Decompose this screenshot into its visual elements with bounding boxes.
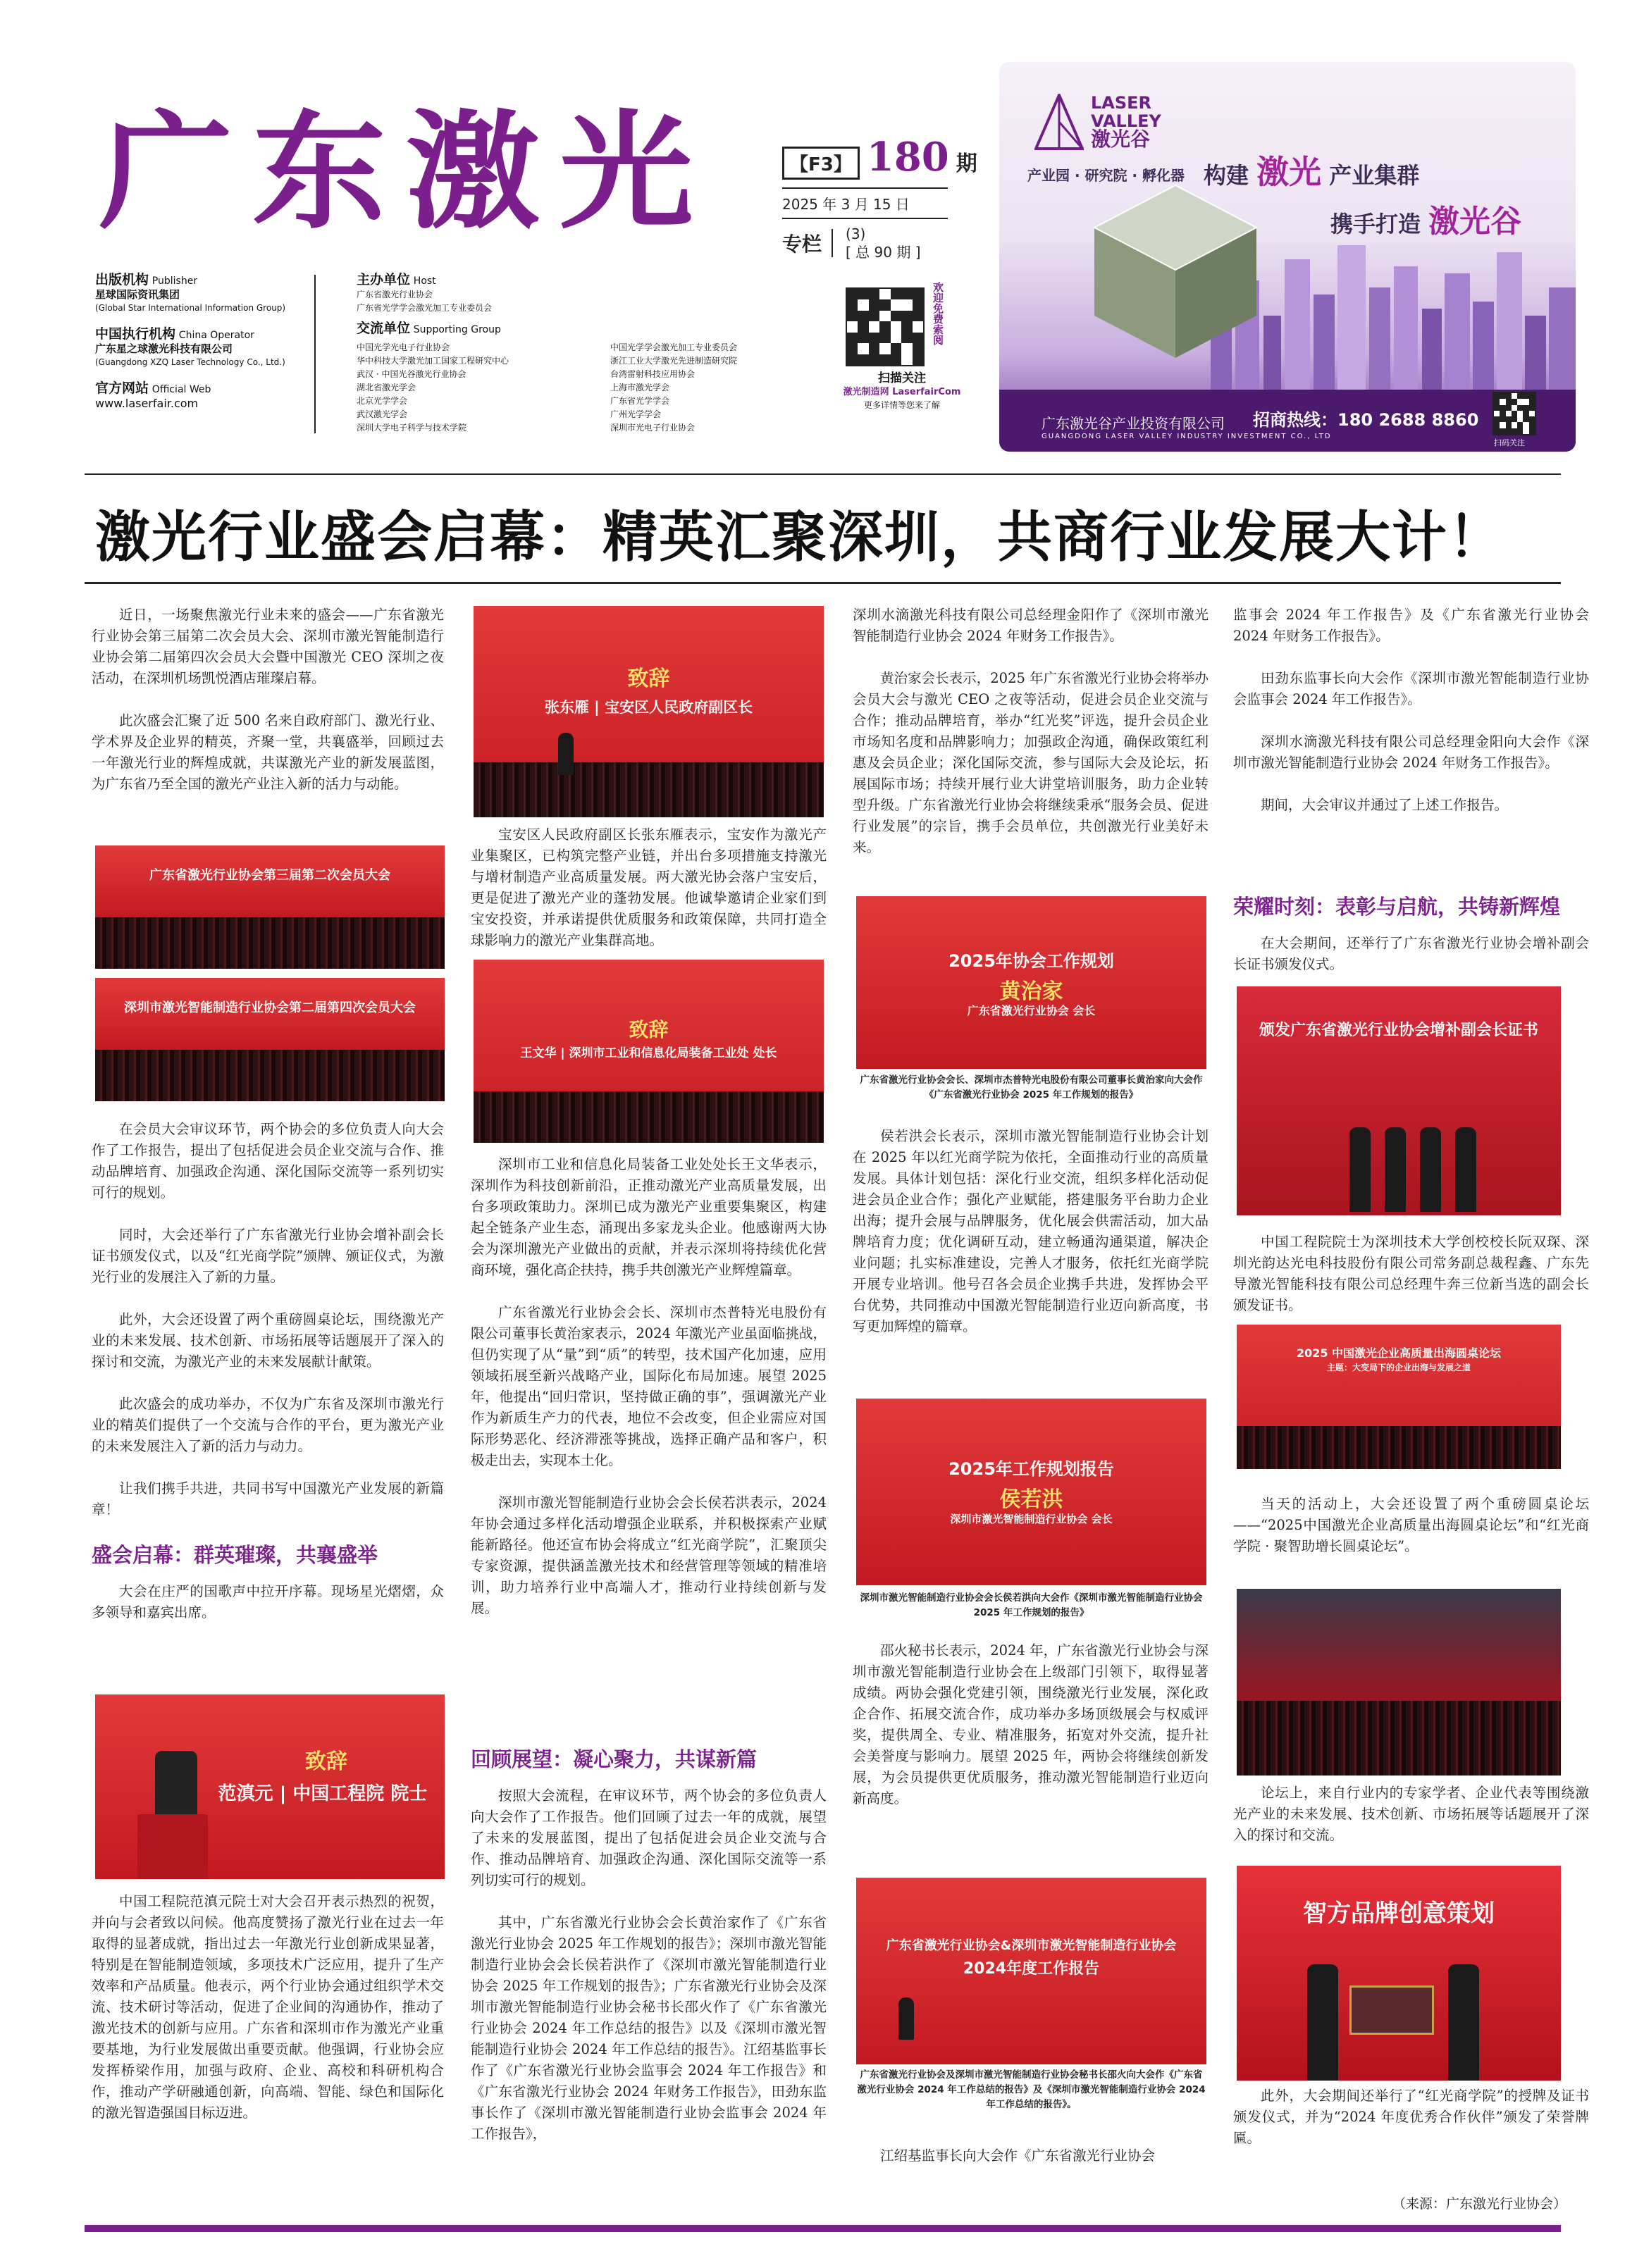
pub-name: 星球国际资讯集团 bbox=[95, 288, 180, 301]
paragraph: 广东省激光行业协会会长、深圳市杰普特光电股份有限公司董事长黄治家表示，2024 年激光产业虽面临挑战，但仍实现了从“量”到“质”的转型，技术国产化加速，应用领域拓展至新兴战略产业，国际化布局加速。展望 2025 年，他提出“回归常识，坚持做正确的事”，强调激光产业作为新质生产力的代表，地位不会改变，但企业需应对国际形势恶化、经济滞涨等挑战，选择正确产品和客户，积极走出去，实现本土化。 bbox=[471, 1304, 827, 1468]
photo-title: 2025年工作规划报告 bbox=[948, 1459, 1114, 1479]
ad-subtitle: 产业园 · 研究院 · 孵化器 bbox=[1027, 167, 1185, 184]
issue-number: 180 bbox=[866, 134, 949, 180]
col2-p1 bbox=[471, 824, 827, 958]
paragraph: 深圳水滴激光科技有限公司总经理金阳向大会作《深圳市激光智能制造行业协会 2024 年财务工作报告》。 bbox=[1233, 733, 1589, 771]
photo-speaker-fan bbox=[95, 1694, 445, 1879]
paragraph: 大会在庄严的国歌声中拉开序幕。现场星光熠熠，众多领导和嘉宾出席。 bbox=[92, 1583, 444, 1621]
qr-site: 激光制造网 LaserfairCom bbox=[843, 387, 961, 397]
paragraph: 当天的活动上，大会还设置了两个重磅圆桌论坛——“2025中国激光企业高质量出海圆桌论坛”和“红光商学院 · 聚智助增长圆桌论坛”。 bbox=[1233, 1496, 1589, 1554]
photo-group-1 bbox=[95, 845, 445, 969]
support-item: 华中科技大学激光加工国家工程研究中心 bbox=[357, 356, 509, 366]
divider bbox=[314, 275, 316, 433]
support-item: 中国光学光电子行业协会 bbox=[357, 342, 450, 352]
rule-headline bbox=[85, 582, 1561, 584]
photo-speaker-wang bbox=[474, 960, 824, 1143]
support-item: 北京光学学会 bbox=[357, 396, 408, 406]
paragraph: 宝安区人民政府副区长张东雁表示，宝安作为激光产业集聚区，已构筑完整产业链，并出台多项措施支持激光与增材制造产业高质量发展。两大激光协会落户宝安后，更是促进了激光产业的蓬勃发展。他诚挚邀请企业家们到宝安投资，并承诺提供优质服务和政策保障，共同打造全球影响力的激光产业集群高地。 bbox=[471, 826, 827, 948]
ad-scan-label: 扫码关注 bbox=[1494, 438, 1525, 447]
issue-date: 2025 年 3 月 15 日 bbox=[782, 187, 948, 219]
paragraph: 论坛上，来自行业内的专家学者、企业代表等围绕激光产业的未来发展、技术创新、市场拓展等话题展开了深入的探讨和交流。 bbox=[1233, 1785, 1589, 1843]
col3-p3 bbox=[853, 1640, 1209, 1866]
photo-speaker: 黄治家 bbox=[999, 979, 1063, 1004]
web-label-en: Official Web bbox=[152, 384, 211, 395]
paragraph: 深圳水滴激光科技有限公司总经理金阳作了《深圳市激光智能制造行业协会 2024 年财务工作报告》。 bbox=[853, 607, 1209, 644]
article-source: （来源：广东激光行业协会） bbox=[1392, 2196, 1566, 2212]
photo-speaker: 张东雁 | 宝安区人民政府副区长 bbox=[544, 699, 753, 716]
col2-bottom bbox=[471, 1742, 827, 2221]
photo-group-2 bbox=[95, 978, 445, 1101]
op-label: 中国执行机构 bbox=[95, 326, 176, 342]
col4-p8 bbox=[1233, 2086, 1589, 2177]
photo-report bbox=[856, 1878, 1206, 2064]
photo-speaker-zhang bbox=[474, 606, 824, 817]
support-label: 交流单位 bbox=[357, 321, 411, 336]
col3-p2 bbox=[853, 1126, 1209, 1394]
paragraph: 田劲东监事长向大会作《深圳市激光智能制造行业协会监事会 2024 年工作报告》。 bbox=[1233, 670, 1589, 707]
paragraph: 在会员大会审议环节，两个协会的多位负责人向大会作了工作报告，提出了包括促进会员企业交流与合作、推动品牌培育、加强政企沟通、深化国际交流等一系列切实可行的规划。 bbox=[92, 1121, 444, 1201]
paragraph: 近日，一场聚焦激光行业未来的盛会——广东省激光行业协会第三届第二次会员大会、深圳市激光智能制造行业协会第二届第四次会员大会暨中国激光 CEO 深圳之夜活动，在深圳机场凯悦酒店璀璨启幕。 bbox=[92, 607, 444, 686]
photo-award-plaque bbox=[1237, 1866, 1561, 2081]
total-no: [ 总 90 期 ] bbox=[846, 244, 921, 261]
section-heading: 盛会启幕：群英璀璨，共襄盛举 bbox=[92, 1543, 378, 1567]
photo-forum-2 bbox=[1237, 1589, 1561, 1776]
col3-top bbox=[853, 605, 1209, 893]
pub-label: 出版机构 bbox=[95, 272, 149, 287]
support-item: 湖北省激光学会 bbox=[357, 383, 416, 392]
support-item: 上海市激光学会 bbox=[610, 383, 670, 392]
photo-role: 深圳市激光智能制造行业协会 会长 bbox=[950, 1513, 1113, 1525]
ad-company-cn: 广东激光谷产业投资有限公司 bbox=[1042, 415, 1225, 432]
headline: 激光行业盛会启幕：精英汇聚深圳，共商行业发展大计！ bbox=[95, 505, 1505, 569]
masthead-title: 广东激光 bbox=[99, 98, 714, 247]
support-item: 武汉 · 中国光谷激光行业协会 bbox=[357, 369, 466, 379]
paragraph: 中国工程院院士为深圳技术大学创校校长阮双琛、深圳光韵达光电科技股份有限公司常务副总裁程鑫、广东先导激光智能科技有限公司总经理牛奔三位新当选的副会长颁发证书。 bbox=[1233, 1234, 1589, 1313]
support-item: 台湾雷射科技应用协会 bbox=[610, 369, 696, 379]
ad-slogan-2-em: 激光谷 bbox=[1428, 204, 1522, 240]
support-item: 深圳市光电子行业协会 bbox=[610, 423, 696, 433]
paragraph: 按照大会流程，在审议环节，两个协会的多位负责人向大会作了工作报告。他们回顾了过去一年的成就，展望了未来的发展蓝图，提出了包括促进会员企业交流与合作、推动品牌培育、加强政企沟通、深化国际交流等一系列切实可行的规划。 bbox=[471, 1787, 827, 1888]
photo-caption: 深圳市激光智能制造行业协会会长侯若洪向大会作《深圳市激光智能制造行业协会 2025 年工作规划的报告》 bbox=[860, 1592, 1203, 1618]
photo-forum-1 bbox=[1237, 1325, 1561, 1469]
col4-h3 bbox=[1233, 889, 1589, 988]
rule-top bbox=[85, 473, 1561, 475]
paragraph: 侯若洪会长表示，深圳市激光智能制造行业协会计划在 2025 年以红光商学院为依托，全面推动行业的高质量发展。具体计划包括：深化行业交流，组织多样化活动促进会员企业合作；强化产业赋能，搭建服务平台助力企业出海；提升会展与品牌服务，优化展会供需活动，加大品牌培育力度；优化调研互动，建立畅通沟通渠道，解决企业问题；扎实标准建设，完善人才服务，依托红光商学院开展专业培训。他号召各会员企业携手共进，发挥协会平台优势，共同推动中国激光智能制造行业迈向新高度，书写更加辉煌的篇章。 bbox=[853, 1128, 1209, 1334]
cube-illustration bbox=[1080, 175, 1271, 365]
ad-company-en: GUANGDONG LASER VALLEY INDUSTRY INVESTMENT CO., LTD bbox=[1042, 433, 1332, 440]
support-label-en: Supporting Group bbox=[413, 324, 501, 335]
col1-top bbox=[92, 605, 444, 844]
paragraph: 深圳市工业和信息化局装备工业处处长王文华表示，深圳作为科技创新前沿，正推动激光产业高质量发展，出台多项政策助力。深圳已成为激光产业重要集聚区，构建起全链条产业生态，涌现出多家龙头企业。他感谢两大协会为深圳激光产业做出的贡献，并表示深圳将持续优化营商环境，强化高企扶持，携手共创激光产业辉煌篇章。 bbox=[471, 1156, 827, 1278]
paragraph: 让我们携手共进，共同书写中国激光产业发展的新篇章！ bbox=[92, 1480, 444, 1518]
pub-name-en: (Global Star International Information Group) bbox=[95, 303, 286, 313]
support-item: 深圳大学电子科学与技术学院 bbox=[357, 423, 467, 433]
photo-caption: 广东省激光行业协会及深圳市激光智能制造行业协会秘书长邵火向大会作《广东省激光行业协会 2024 年工作总结的报告》及《深圳市激光智能制造行业协会 2024 年工作总结的报告》。 bbox=[857, 2069, 1206, 2110]
paragraph: 江绍基监事长向大会作《广东省激光行业协会 bbox=[880, 2148, 1156, 2164]
website-link[interactable]: www.laserfair.com bbox=[95, 397, 199, 410]
ad-slogan-2-pre: 携手打造 bbox=[1330, 211, 1421, 237]
column-label: 专栏 bbox=[782, 229, 833, 257]
photo-speaker-huang bbox=[856, 896, 1206, 1069]
col1-bottom bbox=[92, 1891, 444, 2208]
photo-subtitle: 主题：大变局下的企业出海与发展之道 bbox=[1326, 1363, 1471, 1372]
laser-valley-ad[interactable] bbox=[999, 62, 1576, 452]
support-item: 中国光学学会激光加工专业委员会 bbox=[610, 342, 738, 352]
photo-title: 智方品牌创意策划 bbox=[1303, 1900, 1495, 1928]
paragraph: 在大会期间，还举行了广东省激光行业协会增补副会长证书颁发仪式。 bbox=[1233, 935, 1589, 972]
ad-hotline[interactable]: 招商热线：180 2688 8860 bbox=[1253, 410, 1479, 430]
section-heading: 回顾展望：凝心聚力，共谋新篇 bbox=[471, 1747, 758, 1771]
photo-speaker: 范滇元 | 中国工程院 院士 bbox=[218, 1783, 428, 1804]
ad-logo-en1: LASER bbox=[1091, 93, 1152, 113]
paragraph: 此次盛会的成功举办，不仅为广东省及深圳市激光行业的精英们提供了一个交流与合作的平台，更为激光产业的未来发展注入了新的活力与动力。 bbox=[92, 1396, 444, 1454]
photo-award-vp bbox=[1237, 986, 1561, 1215]
qr-more: 更多详情等您来了解 bbox=[863, 400, 940, 410]
footer-rule bbox=[85, 2225, 1561, 2232]
ad-qr-code-icon[interactable] bbox=[1492, 392, 1536, 435]
ad-logo-en2: VALLEY bbox=[1091, 111, 1161, 131]
ad-slogan-2 bbox=[1330, 196, 1521, 241]
paragraph: 中国工程院范滇元院士对大会召开表示热烈的祝贺，并向与会者致以问候。他高度赞扬了激光行业在过去一年取得的显著成就，指出过去一年激光行业创新成果显著，特别是在智能制造领域，多项技术广泛应用，提升了生产效率和产品质量。他表示，两个行业协会通过组织学术交流、技术研讨等活动，促进了企业间的沟通协作，推动了激光技术的创新与应用。广东省和深圳市作为激光产业重要基地，为行业发展做出重要贡献。他强调，行业协会应发挥桥梁作用，加强与政府、企业、高校和科研机构合作，推动产学研融通创新，向高端、智能、绿色和国际化的激光智造强国目标迈进。 bbox=[92, 1893, 444, 2121]
col4-top bbox=[1233, 605, 1589, 886]
ad-slogan-1-em: 激光 bbox=[1256, 153, 1322, 191]
ad-slogan-1-pre: 构建 bbox=[1204, 162, 1249, 189]
ad-slogan-1-post: 产业集群 bbox=[1329, 162, 1420, 189]
pub-label-en: Publisher bbox=[152, 275, 198, 287]
paragraph: 此外，大会期间还举行了“红光商学院”的授牌及证书颁发仪式，并为“2024 年度优秀合作伙伴”颁发了荣誉牌匾。 bbox=[1233, 2088, 1589, 2146]
paragraph: 其中，广东省激光行业协会会长黄治家作了《广东省激光行业协会 2025 年工作规划的报告》；深圳市激光智能制造行业协会会长侯若洪作了《深圳市激光智能制造行业协会 2025 年工作规划的报告》；广东省激光行业协会及深圳市激光智能制造行业协会秘书长邵火作了《广东省激光行业协会 2024 年工作总结的报告》以及《深圳市激光智能制造行业协会 2024 年工作总结的报告》。江绍基监事长作了《广东省激光行业协会监事会 2024 年工作报告》和《广东省激光行业协会 2024 年财务工作报告》，田劲东监事长作了《深圳市激光智能制造行业协会监事会 2024 年工作报告》， bbox=[471, 1914, 827, 2142]
photo-title: 广东省激光行业协会&深圳市激光智能制造行业协会 bbox=[886, 1938, 1177, 1953]
col4-p5 bbox=[1233, 1232, 1589, 1320]
col3-p4 bbox=[853, 2145, 1209, 2188]
column-no: (3) bbox=[846, 225, 866, 242]
publisher-block bbox=[95, 273, 299, 410]
ad-logo-cn: 激光谷 bbox=[1091, 128, 1151, 151]
op-name-en: (Guangdong XZQ Laser Technology Co., Ltd.) bbox=[95, 357, 285, 367]
photo-speaker-hou bbox=[856, 1399, 1206, 1585]
paragraph: 深圳市激光智能制造行业协会会长侯若洪表示，2024 年协会通过多样化活动增强企业联系，并积极探索产业赋能新路径。他还宣布协会将成立“红光商学院”，汇聚顶尖专家资源，提供涵盖激光技术和经营管理等领域的精准培训，助力培养行业中高端人才，推动行业持续创新与发展。 bbox=[471, 1494, 827, 1616]
issue-unit: 期 bbox=[956, 151, 977, 176]
photo-title: 致辞 bbox=[629, 1018, 669, 1041]
paragraph: 邵火秘书长表示，2024 年，广东省激光行业协会与深圳市激光智能制造行业协会在上级部门引领下，取得显著成绩。两协会强化党建引领，围绕激光行业发展，深化政企合作、拓展交流合作，成功举办多场顶级展会与权威评奖，提供周全、专业、精准服务，拓宽对外交流，提升社会美誉度与影响力。展望 2025 年，两协会将继续创新发展，为会员提供更优质服务，推动激光智能制造行业迈向新高度。 bbox=[853, 1642, 1209, 1807]
support-item: 广州光学学会 bbox=[610, 409, 662, 419]
issue-info bbox=[782, 134, 977, 261]
op-label-en: China Operator bbox=[178, 330, 254, 341]
paragraph: 同时，大会还举行了广东省激光行业协会增补副会长证书颁发仪式，以及“红光商学院”颁牌、颁证仪式，为激光行业的发展注入了新的力量。 bbox=[92, 1227, 444, 1285]
laser-valley-logo-icon bbox=[1034, 94, 1084, 150]
support-item: 广东省光学学会 bbox=[610, 396, 670, 406]
web-label: 官方网站 bbox=[95, 380, 149, 396]
photo-banner: 广东省激光行业协会第三届第二次会员大会 bbox=[149, 868, 390, 883]
qr-scan-label: 扫描关注 bbox=[878, 371, 926, 385]
photo-speaker: 王文华 | 深圳市工业和信息化局装备工业处 处长 bbox=[520, 1046, 777, 1060]
photo-title: 致辞 bbox=[305, 1749, 347, 1774]
photo-title: 颁发广东省激光行业协会增补副会长证书 bbox=[1259, 1022, 1538, 1039]
col4-p6 bbox=[1233, 1494, 1589, 1585]
photo-speaker: 侯若洪 bbox=[999, 1487, 1063, 1512]
paragraph: 此次盛会汇聚了近 500 名来自政府部门、激光行业、学术界及企业界的精英，齐聚一堂，共襄盛举，回顾过去一年激光行业的辉煌成就，共谋激光产业的新发展蓝图，为广东省乃至全国的激光产业注入新的活力与动能。 bbox=[92, 712, 444, 792]
photo-title: 2025年协会工作规划 bbox=[948, 951, 1114, 971]
host-item: 广东省激光行业协会 bbox=[357, 290, 433, 299]
section-code: 【F3】 bbox=[782, 147, 860, 180]
photo-caption: 广东省激光行业协会会长、深圳市杰普特光电股份有限公司董事长黄治家向大会作《广东省激光行业协会 2025 年工作规划的报告》 bbox=[860, 1074, 1203, 1101]
section-heading: 荣耀时刻：表彰与启航，共铸新辉煌 bbox=[1233, 895, 1561, 919]
paragraph: 监事会 2024 年工作报告》及《广东省激光行业协会 2024 年财务工作报告》。 bbox=[1233, 607, 1589, 644]
photo-title: 2025 中国激光企业高质量出海圆桌论坛 bbox=[1296, 1346, 1502, 1360]
host-label-en: Host bbox=[413, 275, 436, 287]
paragraph: 期间，大会审议并通过了上述工作报告。 bbox=[1261, 797, 1509, 813]
free-copy-label: 欢迎免费索阅 bbox=[932, 282, 944, 345]
host-label: 主办单位 bbox=[357, 272, 411, 287]
op-name: 广东星之球激光科技有限公司 bbox=[95, 342, 233, 355]
support-item: 浙江工业大学激光先进制造研究院 bbox=[610, 356, 738, 366]
paragraph: 黄治家会长表示，2025 年广东省激光行业协会将举办会员大会与激光 CEO 之夜等活动，促进会员企业交流与合作；推动品牌培育，举办“红光奖”评选，提升会员企业市场知名度和品牌影响力；加强政企沟通，确保政策红利惠及会员企业；深化国际交流，参与国际大会及论坛，拓展国际市场；持续开展行业大讲堂培训服务，助力企业转型升级。广东省激光行业协会将继续秉承“服务会员、促进行业发展”的宗旨，携手会员单位，共创激光行业美好未来。 bbox=[853, 670, 1209, 855]
photo-banner: 深圳市激光智能制造行业协会第二届第四次会员大会 bbox=[124, 1000, 416, 1015]
qr-caption bbox=[832, 372, 972, 412]
support-item: 武汉激光学会 bbox=[357, 409, 408, 419]
photo-subtitle: 2024年度工作报告 bbox=[963, 1960, 1100, 1978]
photo-title: 致辞 bbox=[627, 667, 670, 691]
col1-mid bbox=[92, 1119, 444, 1668]
paragraph: 此外，大会还设置了两个重磅圆桌论坛，围绕激光产业的未来发展、技术创新、市场拓展等话题展开了深入的探讨和交流，为激光产业的未来发展献计献策。 bbox=[92, 1311, 444, 1370]
photo-role: 广东省激光行业协会 会长 bbox=[967, 1004, 1096, 1017]
host-item: 广东省光学学会激光加工专业委员会 bbox=[357, 303, 493, 313]
qr-code-icon[interactable] bbox=[846, 287, 925, 366]
col4-p7 bbox=[1233, 1783, 1589, 1860]
col2-mid bbox=[471, 1154, 827, 1725]
host-block bbox=[357, 273, 836, 435]
